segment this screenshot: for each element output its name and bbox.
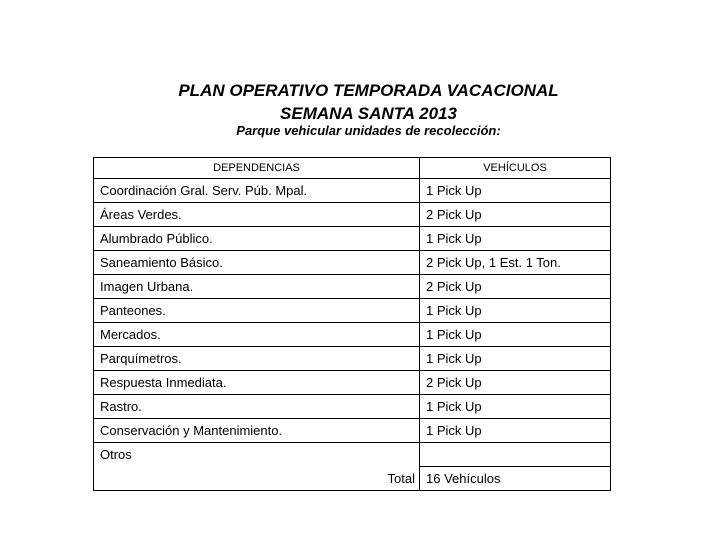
table-row	[94, 251, 611, 275]
dependencia-cell: Coordinación Gral. Serv. Púb. Mpal.	[94, 179, 420, 203]
vehiculos-cell: 2 Pick Up	[420, 371, 611, 395]
document-title-line2: SEMANA SANTA 2013	[280, 104, 457, 123]
table-row	[94, 299, 611, 323]
total-row	[94, 467, 611, 491]
document-title-line1: PLAN OPERATIVO TEMPORADA VACACIONAL	[178, 81, 559, 100]
dependencia-cell: Parquímetros.	[94, 347, 420, 371]
table-header-row	[94, 158, 611, 179]
vehiculos-cell: 1 Pick Up	[420, 179, 611, 203]
vehiculos-cell: 1 Pick Up	[420, 347, 611, 371]
total-label: Total	[94, 467, 420, 491]
dependencia-cell: Alumbrado Público.	[94, 227, 420, 251]
document-subtitle: Parque vehicular unidades de recolección:	[236, 123, 501, 138]
vehiculos-cell	[420, 443, 611, 467]
dependencia-cell: Respuesta Inmediata.	[94, 371, 420, 395]
vehiculos-cell: 1 Pick Up	[420, 419, 611, 443]
dependencia-cell: Saneamiento Básico.	[94, 251, 420, 275]
dependencia-cell: Imagen Urbana.	[94, 275, 420, 299]
vehicle-fleet-table	[93, 157, 611, 491]
table-row	[94, 275, 611, 299]
dependencia-cell: Rastro.	[94, 395, 420, 419]
table-row	[94, 395, 611, 419]
vehiculos-cell: 2 Pick Up	[420, 203, 611, 227]
vehiculos-cell: 1 Pick Up	[420, 395, 611, 419]
table-row	[94, 203, 611, 227]
vehiculos-cell: 1 Pick Up	[420, 227, 611, 251]
header-vehiculos: VEHÍCULOS	[420, 158, 611, 179]
vehiculos-cell: 1 Pick Up	[420, 299, 611, 323]
table-row	[94, 371, 611, 395]
header-dependencias: DEPENDENCIAS	[94, 158, 420, 179]
vehiculos-cell: 1 Pick Up	[420, 323, 611, 347]
dependencia-cell: Otros	[94, 443, 420, 467]
table-row	[94, 347, 611, 371]
dependencia-cell: Áreas Verdes.	[94, 203, 420, 227]
dependencia-cell: Mercados.	[94, 323, 420, 347]
dependencia-cell: Conservación y Mantenimiento.	[94, 419, 420, 443]
total-value: 16 Vehículos	[420, 467, 611, 491]
vehiculos-cell: 2 Pick Up, 1 Est. 1 Ton.	[420, 251, 611, 275]
vehiculos-cell: 2 Pick Up	[420, 275, 611, 299]
table-row	[94, 323, 611, 347]
dependencia-cell: Panteones.	[94, 299, 420, 323]
table-row	[94, 419, 611, 443]
table-row	[94, 227, 611, 251]
table-row	[94, 443, 611, 467]
table-row	[94, 179, 611, 203]
